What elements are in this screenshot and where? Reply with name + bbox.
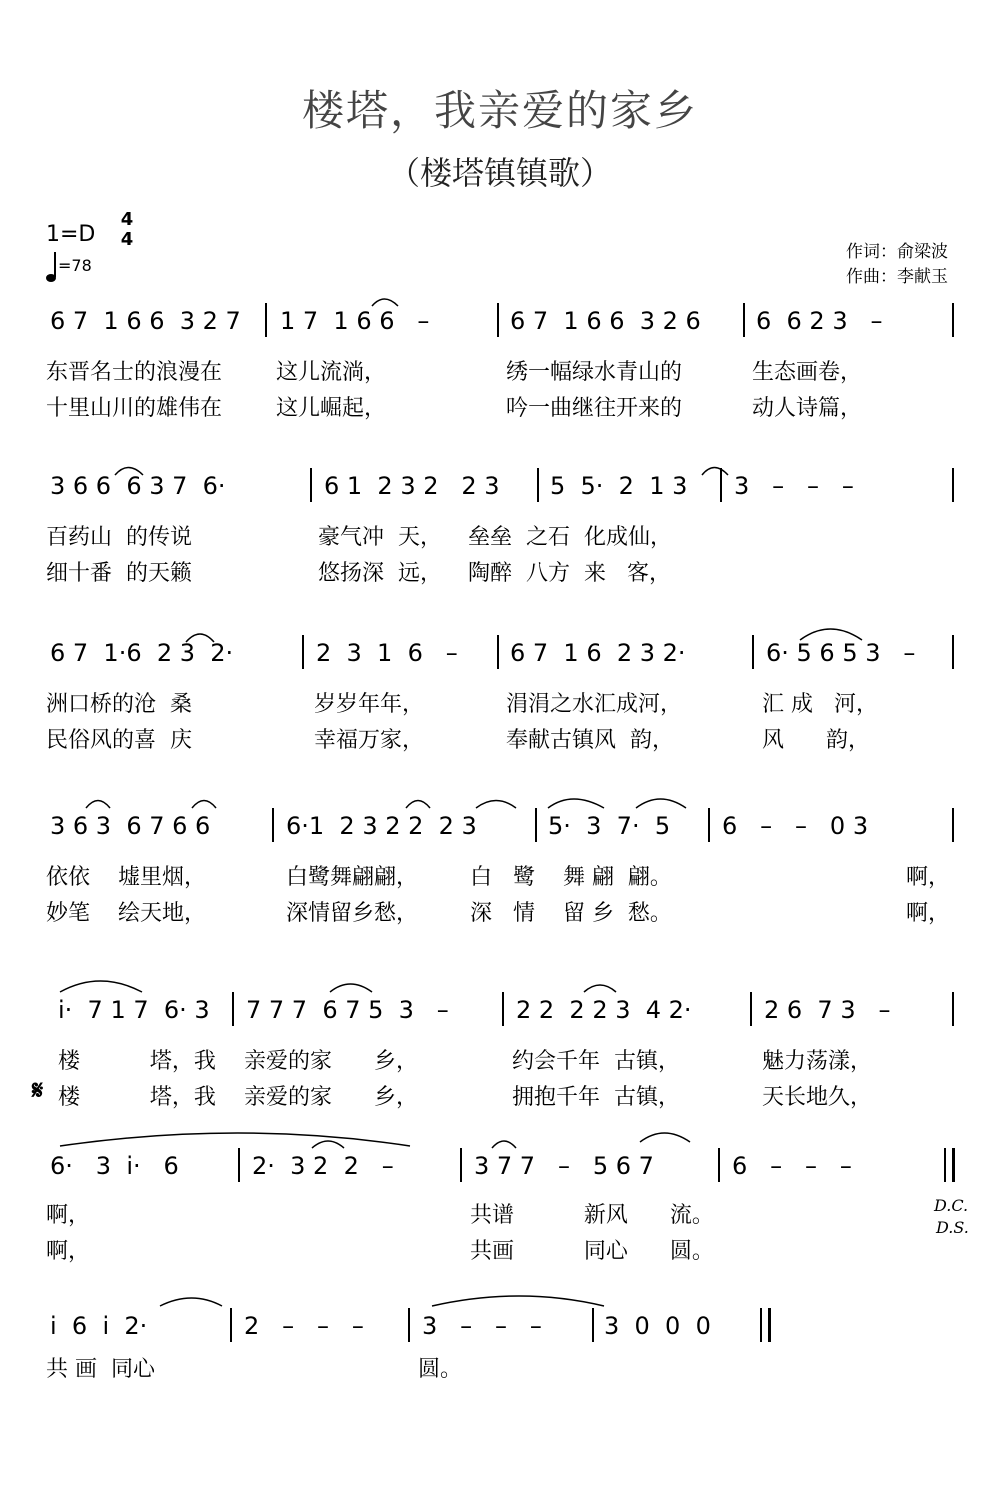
song-subtitle: （楼塔镇镇歌） [387, 154, 612, 192]
barline [497, 635, 499, 669]
measure-notes: 7 7 7 6 7 5 3 – [246, 996, 449, 1024]
barline [497, 303, 499, 337]
measure-notes: 6· 3 i· 6 [50, 1152, 179, 1180]
barline [952, 303, 954, 337]
barline [718, 1148, 720, 1182]
lyric-phrase: 共 画 同心 [46, 1357, 155, 1382]
final-barline [760, 1308, 771, 1342]
notes-line [0, 303, 1000, 343]
slur-arc [312, 1141, 344, 1148]
measure-notes: 3 0 0 0 [604, 1312, 711, 1340]
barline [272, 808, 274, 842]
lyric-phrase: 天长地久， [762, 1085, 873, 1110]
slur-arc [492, 1141, 516, 1148]
measure-notes: 6 – – 0 3 [722, 812, 869, 840]
tempo-marking: =78 [58, 256, 92, 275]
measure-notes: 3 6 3 6 7 6 6 [50, 812, 211, 840]
slur-arc [86, 801, 110, 809]
lyric-phrase: 东晋名士的浪漫在 [46, 360, 223, 385]
barline [720, 468, 722, 502]
score-row-5 [0, 992, 1000, 1142]
score-row-7 [0, 1308, 1000, 1458]
barline [952, 992, 954, 1026]
lyric-phrase: 豪气冲 天， [318, 525, 442, 550]
lyric-phrase: 依依 墟里烟， [46, 865, 206, 890]
measure-notes: 1 7 1 6 6 – [280, 307, 430, 335]
barline [537, 468, 539, 502]
lyric-phrase: 百药山 的传说 [46, 525, 192, 550]
notes-line [0, 808, 1000, 848]
notes-line [0, 992, 1000, 1032]
barline [408, 1308, 410, 1342]
score-row-1 [0, 303, 1000, 453]
lyric-phrase: 奉献古镇风 韵， [506, 728, 674, 753]
lyric-phrase: 白 鹭 舞 翩 翩。 [470, 865, 672, 890]
slur-arc [584, 985, 616, 992]
barline [502, 992, 504, 1026]
barline [592, 1308, 594, 1342]
composer-credit: 作曲：李献玉 [846, 267, 948, 287]
lyric-phrase: 拥抱千年 古镇， [512, 1085, 680, 1110]
time-signature [118, 210, 136, 250]
barline [265, 303, 267, 337]
barline [535, 808, 537, 842]
lyric-phrase: 楼 塔，我 [58, 1085, 216, 1110]
measure-notes: 6 7 1 6 2 3 2· [510, 639, 686, 667]
lyric-phrase: 细十番 的天籁 [46, 561, 192, 586]
song-title: 楼塔，我亲爱的家乡 [301, 86, 698, 135]
measure-notes: 6 – – – [732, 1152, 852, 1180]
barline [238, 1148, 240, 1182]
lyric-phrase: 魅力荡漾， [762, 1049, 873, 1074]
lyric-phrase: 悠扬深 远， [318, 561, 442, 586]
notes-line [0, 1308, 1000, 1348]
key-signature: 1=D [46, 222, 96, 247]
score-row-6 [0, 1148, 1000, 1298]
measure-notes: 6 7 1 6 6 3 2 6 [510, 307, 701, 335]
lyric-phrase: 啊， [906, 865, 951, 890]
slur-arc [636, 799, 686, 808]
measure-notes: 6· 5 6 5 3 – [766, 639, 916, 667]
lyric-phrase: 洲口桥的沧 桑 [46, 692, 192, 717]
measure-notes: 3 7 7 – 5 6 7 [474, 1152, 654, 1180]
slur-arc [192, 801, 216, 809]
slur-arc [476, 801, 516, 809]
slur-arc [160, 1298, 222, 1306]
measure-notes: 5 5· 2 1 3 [550, 472, 688, 500]
lyric-phrase: 涓涓之水汇成河， [506, 692, 683, 717]
lyric-phrase: 啊， [46, 1203, 91, 1228]
measure-notes: 3 6 6 6 3 7 6· [50, 472, 226, 500]
lyric-phrase: 啊， [906, 901, 951, 926]
lyric-phrase: 幸福万家， [314, 728, 425, 753]
lyric-phrase: 十里山川的雄伟在 [46, 396, 223, 421]
measure-notes: 3 – – – [422, 1312, 542, 1340]
time-signature-bottom: 4 [120, 229, 134, 250]
lyricist-credit: 作词：俞梁波 [846, 242, 948, 262]
barline [952, 468, 954, 502]
slur-arc [330, 984, 372, 992]
quarter-note-icon [44, 250, 58, 284]
notes-line [0, 468, 1000, 508]
barline [952, 808, 954, 842]
measure-notes: 2 3 1 6 – [316, 639, 458, 667]
measure-notes: i· 7 1 7 6· 3 [58, 996, 210, 1024]
barline [952, 635, 954, 669]
notes-line [0, 1148, 1000, 1188]
barline [752, 635, 754, 669]
lyric-phrase: 共谱 新风 流。 [470, 1203, 714, 1228]
lyric-phrase: 生态画卷， [752, 360, 863, 385]
barline [743, 303, 745, 337]
score-row-4 [0, 808, 1000, 958]
measure-notes: 2 2 2 2 3 4 2· [516, 996, 692, 1024]
lyric-phrase: 深 情 留 乡 愁。 [470, 901, 672, 926]
score-row-3 [0, 635, 1000, 785]
lyric-phrase: 绣一幅绿水青山的 [506, 360, 683, 385]
lyric-phrase: 亲爱的家 乡， [244, 1085, 418, 1110]
lyric-phrase: 风 韵， [762, 728, 870, 753]
score-row-2 [0, 468, 1000, 618]
lyric-phrase: 垒垒 之石 化成仙， [468, 525, 672, 550]
lyric-phrase: 这儿崛起， [276, 396, 387, 421]
measure-notes: 6 1 2 3 2 2 3 [324, 472, 500, 500]
measure-notes: 6 7 1 6 6 3 2 7 [50, 307, 241, 335]
notes-line [0, 635, 1000, 675]
barline [310, 468, 312, 502]
measure-notes: 2 6 7 3 – [764, 996, 891, 1024]
slur-arc [548, 799, 604, 808]
lyric-phrase: 动人诗篇， [752, 396, 863, 421]
lyric-phrase: 楼 塔，我 [58, 1049, 216, 1074]
lyric-phrase: 岁岁年年， [314, 692, 425, 717]
lyric-phrase: 共画 同心 圆。 [470, 1239, 714, 1264]
final-barline [944, 1148, 955, 1182]
measure-notes: 6 7 1·6 2 3 2· [50, 639, 234, 667]
measure-notes: 5· 3 7· 5 [548, 812, 671, 840]
lyric-phrase: 陶醉 八方 来 客， [468, 561, 671, 586]
lyric-phrase: 深情留乡愁， [286, 901, 419, 926]
dal-segno-mark: D.S. [936, 1218, 969, 1237]
measure-notes: 3 – – – [734, 472, 854, 500]
lyric-phrase: 圆。 [418, 1357, 463, 1382]
barline [302, 635, 304, 669]
segno-sign: 𝄋 [32, 1076, 44, 1106]
lyric-phrase: 吟一曲继往开来的 [506, 396, 683, 421]
slur-arc [406, 801, 430, 809]
barline [232, 992, 234, 1026]
measure-notes: 2· 3 2 2 – [252, 1152, 394, 1180]
lyrics-verse-1 [46, 1352, 463, 1452]
time-signature-top: 4 [120, 209, 134, 230]
lyric-phrase: 民俗风的喜 庆 [46, 728, 192, 753]
lyric-phrase: 妙笔 绘天地， [46, 901, 206, 926]
measure-notes: 6 6 2 3 – [756, 307, 883, 335]
lyric-phrase: 汇 成 河， [762, 692, 878, 717]
measure-notes: 6·1 2 3 2 2 2 3 [286, 812, 477, 840]
lyric-phrase: 白鹭舞翩翩， [286, 865, 419, 890]
da-capo-mark: D.C. [934, 1196, 969, 1215]
measure-notes: i 6 i 2· [50, 1312, 148, 1340]
lyric-phrase: 亲爱的家 乡， [244, 1049, 418, 1074]
barline [230, 1308, 232, 1342]
measure-notes: 2 – – – [244, 1312, 364, 1340]
lyric-phrase: 这儿流淌， [276, 360, 387, 385]
barline [708, 808, 710, 842]
barline [750, 992, 752, 1026]
lyric-phrase: 啊， [46, 1239, 91, 1264]
lyric-phrase: 约会千年 古镇， [512, 1049, 680, 1074]
barline [460, 1148, 462, 1182]
